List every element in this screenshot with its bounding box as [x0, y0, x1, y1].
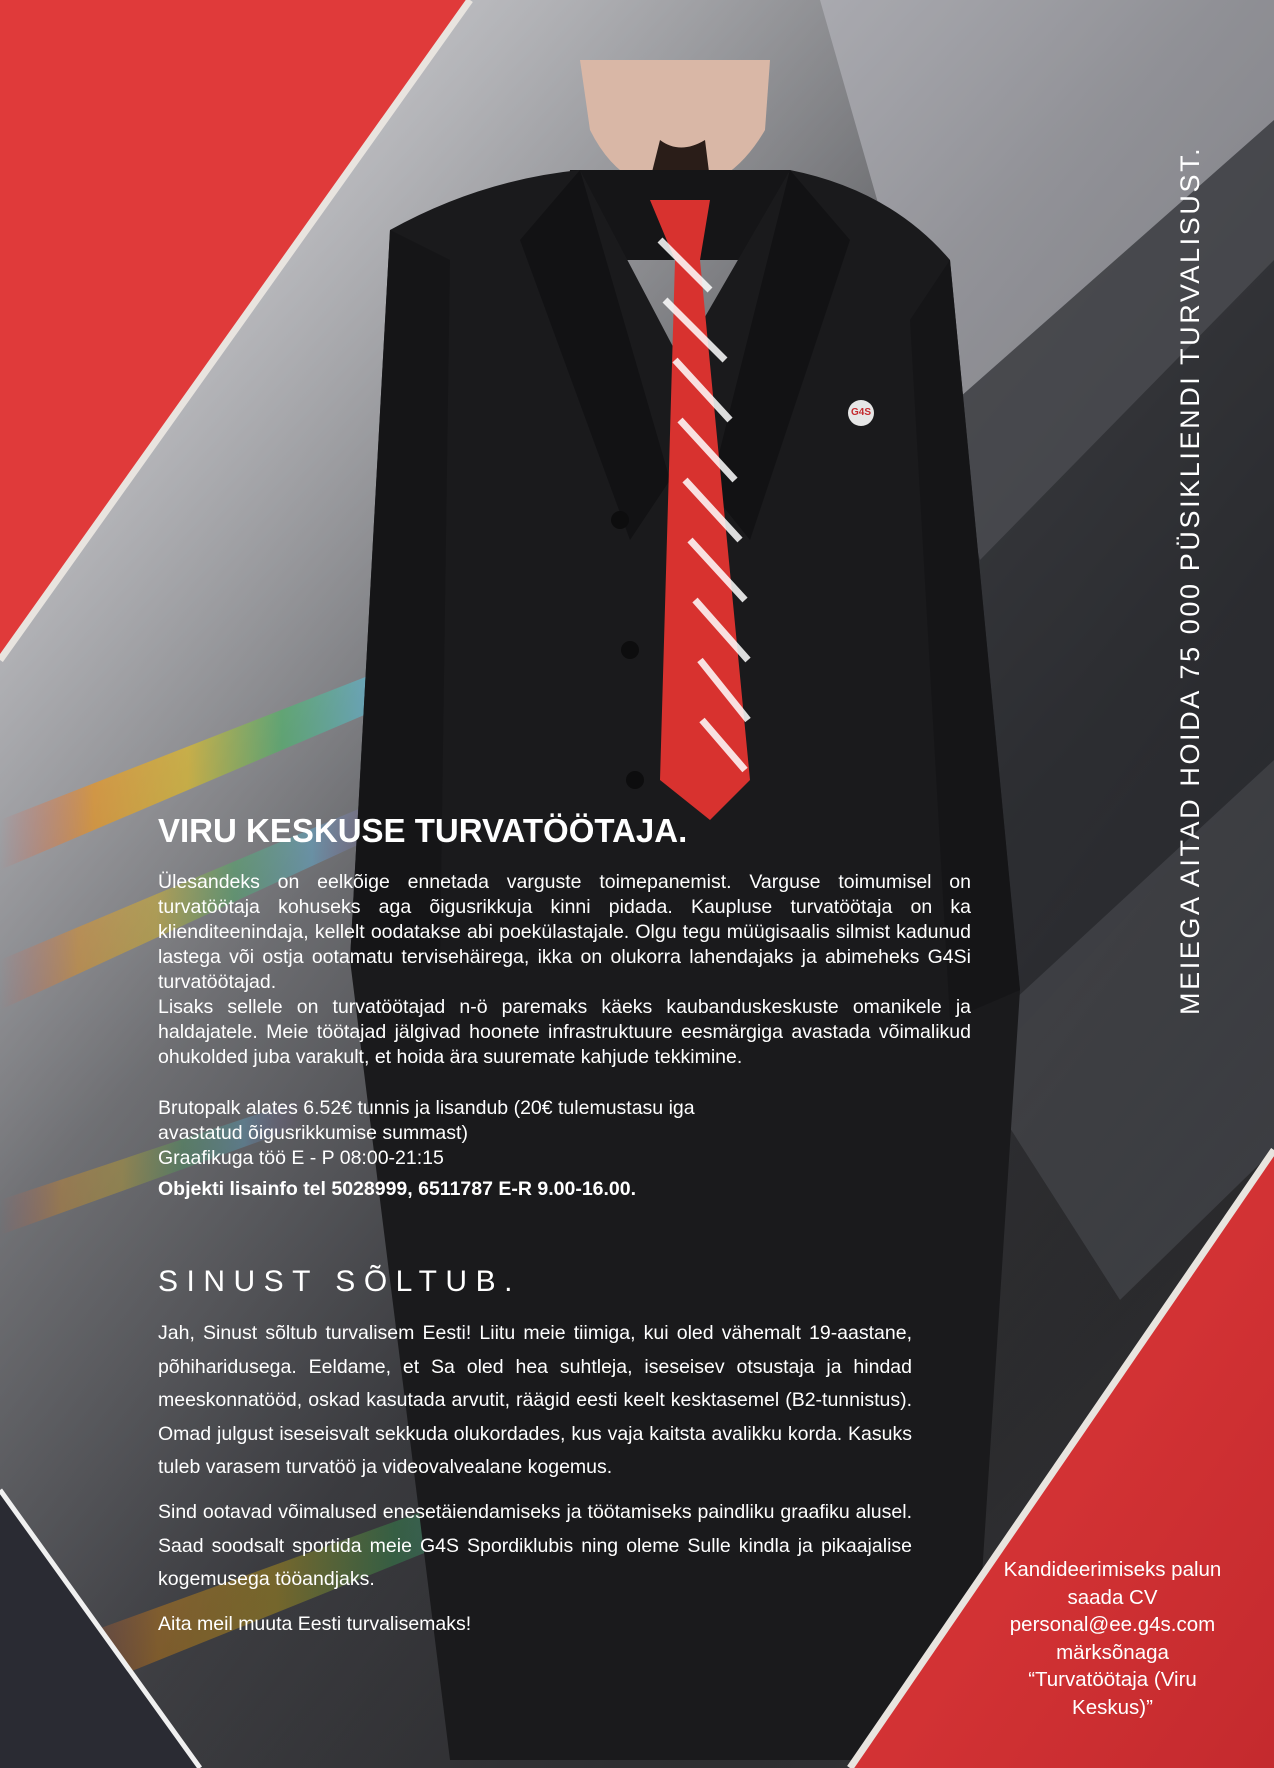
intro-paragraph-1: Ülesandeks on eelkõige ennetada varguste toimepanemist. Varguse toimumisel on turvatöötaja kohuseks aga õigusrikkuja kinni pidada. Kaupluse turvatöötaja on ka klienditeenindaja, kellelt oodatakse abi poekülastajale. Olgu tegu müügisaalis silmist kadunud lastega või ostja ootamatu tervisehäirega, ikka on olukorra lahendajaks ja abimeheks G4Si turvatöötajad. [158, 871, 971, 993]
apply-line-6: Keskus)” [1072, 1695, 1153, 1719]
apply-line-2: saada CV [1067, 1585, 1158, 1609]
apply-email: personal@ee.g4s.com [1009, 1613, 1216, 1636]
salary-line-2: avastatud õigusrikkumise summast) [158, 1122, 468, 1144]
apply-line-4: märksõnaga [1056, 1640, 1169, 1664]
intro-paragraph-2: Lisaks sellele on turvatöötajad n-ö paremaks käeks kaubanduskeskuste omanikele ja haldajatele. Meie töötajad jälgivad hoonete infrastruktuure eesmärgiga avastada võimalikud ohukolded juba varakult, et hoida ära suuremate kahjude tekkimine. [158, 996, 971, 1068]
apply-line-1: Kandideerimiseks palun [1003, 1558, 1222, 1581]
contact-line: Objekti lisainfo tel 5028999, 6511787 E-R 9.00-16.00. [158, 1178, 637, 1200]
apply-info [970, 1556, 1255, 1721]
closing-line: Aita meil muuta Eesti turvalisemaks! [158, 1613, 472, 1635]
lapel-logo-text: G4S [850, 407, 871, 418]
requirements-paragraph: Jah, Sinust sõltub turvalisem Eesti! Liitu meie tiimiga, kui oled vähemalt 19-aastane, põhiharidusega. Eeldame, et Sa oled hea suhtleja, iseseisev otsustaja ja hindad meeskonnatööd, oskad kasutada arvutit, räägid eesti keelt kesktasemel (B2-tunnistus). Omad julgust iseseisvalt sekkuda olukordades, kus vaja kaitsta avalikku korda. Kasuks tuleb varasem turvatöö ja videovalvealane kogemus. [158, 1322, 912, 1478]
salary-line-1: Brutopalk alates 6.52€ tunnis ja lisandub (20€ tulemustasu iga [158, 1097, 695, 1119]
job-headline: VIRU KESKUSE TURVATÖÖTAJA. [158, 812, 688, 849]
section-title: SINUST SÕLTUB. [158, 1265, 521, 1298]
apply-line-5: “Turvatöötaja (Viru [1028, 1668, 1197, 1691]
benefits-paragraph: Sind ootavad võimalused enesetäiendamiseks ja töötamiseks paindliku graafiku alusel. Saad soodsalt sportida meie G4S Spordiklubis ning oleme Sulle kindla ja pikaajalise kogemusega tööandjaks. [158, 1501, 912, 1590]
schedule-line: Graafikuga töö E - P 08:00-21:15 [158, 1147, 444, 1169]
vertical-slogan: MEIEGA AITAD HOIDA 75 000 PÜSIKLIENDI TURVALISUST. [1175, 145, 1205, 1015]
